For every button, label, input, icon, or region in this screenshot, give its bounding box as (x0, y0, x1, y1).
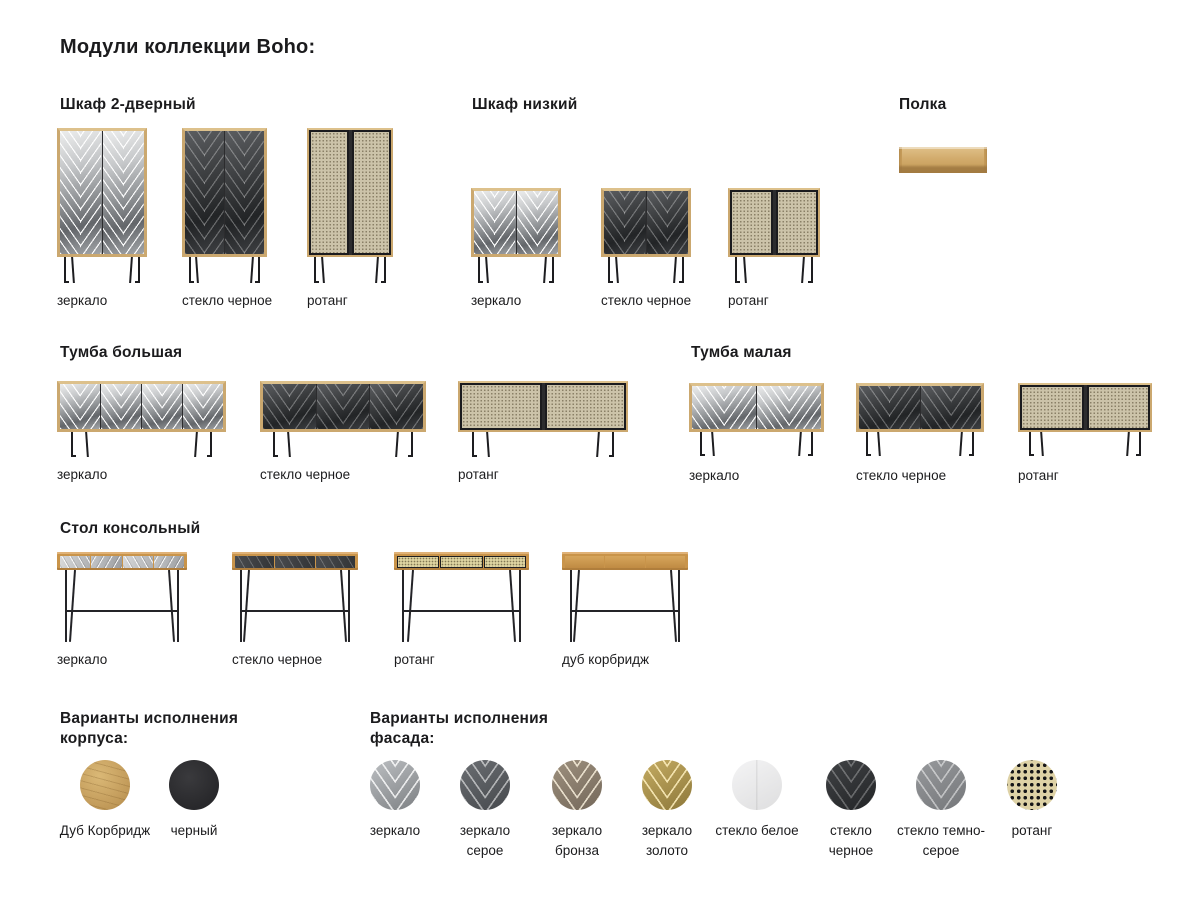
cabinet-door (604, 191, 646, 254)
cabinet-door (352, 130, 392, 255)
glass-white-swatch-icon (732, 760, 782, 810)
finish-label: ротанг (728, 293, 769, 308)
finish-label: зеркало (689, 468, 740, 483)
console-table-mirror (57, 552, 187, 667)
sideboard-door (1020, 385, 1084, 430)
cabinet-2door-rattan (307, 128, 393, 308)
sideboard-large-rattan (458, 381, 628, 482)
cabinet-low-black-glass (601, 188, 691, 308)
section-title-facade-finishes: Варианты исполнения фасада: (370, 710, 549, 748)
section-title-cabinet-2door: Шкаф 2-дверный (60, 96, 196, 113)
facade-finish-mirror (350, 760, 440, 841)
sideboard-large-mirror (57, 381, 226, 482)
section-title-sideboard-large: Тумба большая (60, 344, 183, 361)
sideboard-door (183, 384, 223, 429)
swatch-label: стекло темно-серое (897, 823, 985, 859)
sideboard-legs (689, 432, 824, 456)
swatch-label: стекло черное (828, 823, 874, 859)
cabinet-legs (57, 257, 147, 283)
console-drawer (316, 556, 355, 568)
cabinet-door (225, 131, 264, 254)
console-legs (562, 570, 688, 642)
section-title-cabinet-low: Шкаф низкий (472, 96, 578, 113)
sideboard-door (317, 384, 370, 429)
facade-finish-mirror-gold (622, 760, 712, 862)
cabinet-door (60, 131, 102, 254)
console-table-oak-image (562, 552, 688, 570)
finish-label: стекло черное (232, 652, 323, 667)
console-drawer (235, 556, 274, 568)
cabinet-low-rattan-image (728, 188, 820, 257)
console-drawer (605, 556, 644, 568)
rattan-swatch-icon (1007, 760, 1057, 810)
sideboard-door (859, 386, 920, 429)
sideboard-door (263, 384, 316, 429)
cabinet-door (730, 190, 773, 255)
sideboard-small-black-glass-image (856, 383, 984, 432)
sideboard-door (545, 383, 627, 430)
section-title-shelf: Полка (899, 96, 947, 113)
finish-label: ротанг (307, 293, 348, 308)
finish-label: стекло черное (260, 467, 351, 482)
body-finish-oak-corbridge (60, 760, 150, 841)
finish-label: ротанг (1018, 468, 1059, 483)
sideboard-large-mirror-image (57, 381, 226, 432)
finish-label: зеркало (57, 467, 108, 482)
swatch-label: Дуб Корбридж (59, 823, 151, 838)
finish-label: стекло черное (601, 293, 692, 308)
sideboard-door (60, 384, 100, 429)
sideboard-small-rattan-image (1018, 383, 1152, 432)
glass-black-swatch-icon (826, 760, 876, 810)
swatch-label: зеркало бронза (551, 823, 603, 859)
section-title-sideboard-small: Тумба малая (691, 344, 792, 361)
sideboard-door (757, 386, 821, 429)
sideboard-door (142, 384, 182, 429)
console-drawer (154, 556, 184, 568)
console-table-mirror-image (57, 552, 187, 570)
cabinet-door (776, 190, 819, 255)
sideboard-legs (458, 432, 628, 457)
finish-label: зеркало (57, 652, 108, 667)
shelf-image (899, 147, 987, 173)
finish-label: зеркало (57, 293, 108, 308)
console-table-rattan-image (394, 552, 529, 570)
console-drawer (646, 556, 685, 568)
sideboard-small-black-glass (856, 383, 984, 483)
cabinet-door (474, 191, 516, 254)
console-legs (394, 570, 529, 642)
cabinet-legs (728, 257, 820, 283)
finish-label: ротанг (394, 652, 435, 667)
mirror-gold-swatch-icon (642, 760, 692, 810)
console-legs (232, 570, 358, 642)
sideboard-large-black-glass (260, 381, 426, 482)
swatch-label: ротанг (1011, 823, 1053, 838)
finish-label: ротанг (458, 467, 499, 482)
sideboard-legs (260, 432, 426, 457)
oak-corbridge-swatch-icon (80, 760, 130, 810)
cabinet-door (647, 191, 689, 254)
console-drawer (60, 556, 90, 568)
facade-finish-glass-black (806, 760, 896, 862)
section-title-body-finishes: Варианты исполнения корпуса: (60, 710, 239, 748)
sideboard-door (101, 384, 141, 429)
swatch-label: зеркало серое (459, 823, 511, 859)
sideboard-large-rattan-image (458, 381, 628, 432)
sideboard-large-black-glass-image (260, 381, 426, 432)
facade-finish-glass-white (712, 760, 802, 841)
sideboard-door (460, 383, 542, 430)
swatch-label: зеркало золото (641, 823, 693, 859)
finish-label: дуб корбридж (562, 652, 650, 667)
sideboard-door (921, 386, 982, 429)
facade-finish-glass-dark-grey (896, 760, 986, 862)
facade-finish-mirror-bronze (532, 760, 622, 862)
console-drawer (484, 556, 526, 568)
section-title-console-table: Стол консольный (60, 520, 201, 537)
facade-finish-rattan (987, 760, 1077, 841)
finish-label: стекло черное (182, 293, 273, 308)
sideboard-small-mirror (689, 383, 824, 483)
sideboard-small-mirror-image (689, 383, 824, 432)
cabinet-legs (182, 257, 267, 283)
sideboard-door (692, 386, 756, 429)
cabinet-door (517, 191, 559, 254)
console-table-oak (562, 552, 688, 667)
mirror-grey-swatch-icon (460, 760, 510, 810)
cabinet-door (103, 131, 145, 254)
console-table-rattan (394, 552, 529, 667)
cabinet-low-mirror-image (471, 188, 561, 257)
cabinet-low-mirror (471, 188, 561, 308)
glass-dark-grey-swatch-icon (916, 760, 966, 810)
cabinet-2door-black-glass (182, 128, 273, 308)
mirror-swatch-icon (370, 760, 420, 810)
console-drawer (275, 556, 314, 568)
cabinet-2door-rattan-image (307, 128, 393, 257)
console-table-black-glass-image (232, 552, 358, 570)
sideboard-door (370, 384, 423, 429)
cabinet-door (185, 131, 224, 254)
console-drawer (91, 556, 121, 568)
cabinet-door (309, 130, 349, 255)
sideboard-legs (57, 432, 226, 457)
console-table-black-glass (232, 552, 358, 667)
swatch-label: стекло белое (715, 823, 799, 838)
swatch-label: зеркало (369, 823, 421, 838)
facade-finish-mirror-grey (440, 760, 530, 862)
console-drawer (123, 556, 153, 568)
cabinet-legs (601, 257, 691, 283)
sideboard-door (1087, 385, 1151, 430)
mirror-bronze-swatch-icon (552, 760, 602, 810)
black-swatch-icon (169, 760, 219, 810)
finish-label: зеркало (471, 293, 522, 308)
body-finish-black (149, 760, 239, 841)
sideboard-legs (856, 432, 984, 456)
cabinet-2door-black-glass-image (182, 128, 267, 257)
console-legs (57, 570, 187, 642)
page-title: Модули коллекции Boho: (60, 36, 316, 58)
cabinet-legs (471, 257, 561, 283)
sideboard-legs (1018, 432, 1152, 456)
sideboard-small-rattan (1018, 383, 1152, 483)
console-drawer (397, 556, 439, 568)
cabinet-2door-mirror (57, 128, 147, 308)
cabinet-2door-mirror-image (57, 128, 147, 257)
cabinet-low-black-glass-image (601, 188, 691, 257)
swatch-label: черный (170, 823, 218, 838)
console-drawer (440, 556, 482, 568)
cabinet-legs (307, 257, 393, 283)
console-drawer (565, 556, 604, 568)
finish-label: стекло черное (856, 468, 947, 483)
cabinet-low-rattan (728, 188, 820, 308)
